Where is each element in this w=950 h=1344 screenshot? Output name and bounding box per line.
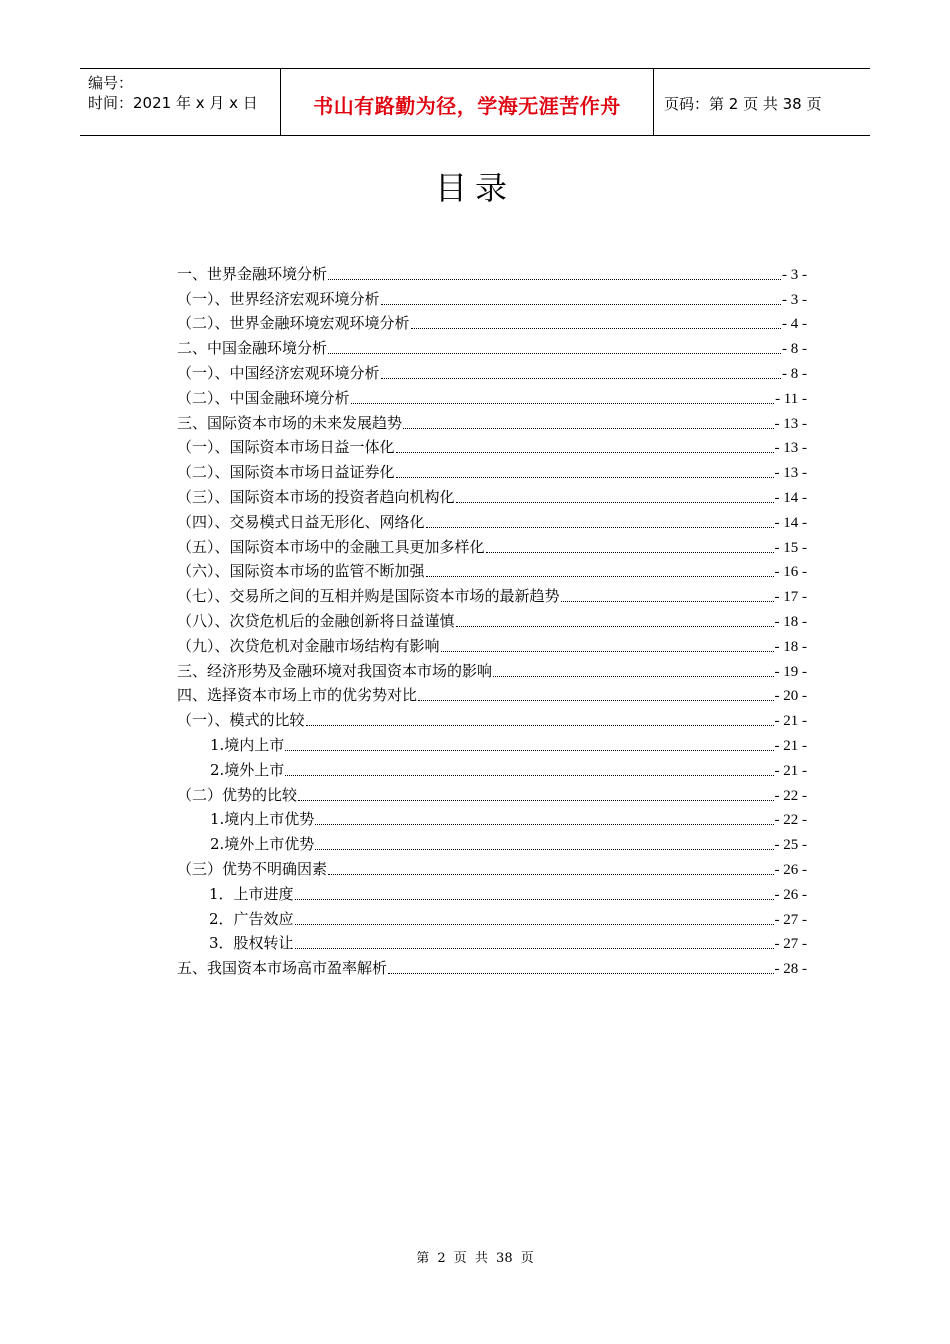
toc-entry-label: （一）、模式的比较: [177, 711, 305, 730]
number-label: 编号：: [88, 74, 134, 92]
toc-entry[interactable]: [177, 656, 807, 681]
toc-leader: [315, 848, 773, 850]
toc-entry-page: - 27 -: [774, 911, 807, 928]
toc-entry-label: 1.境内上市: [210, 735, 285, 754]
toc-entry[interactable]: [177, 358, 807, 383]
toc-entry-page: - 21 -: [774, 713, 807, 730]
toc-entry-label: （五）、国际资本市场中的金融工具更加多样化: [177, 537, 485, 556]
toc-entry-label: 2.境外上市: [210, 760, 285, 779]
toc-entry-label: 2.境外上市优势: [210, 835, 315, 854]
toc-entry-label: 二、中国金融环境分析: [177, 339, 328, 358]
time-label: 时间：2021 年 x 月 x 日: [88, 94, 258, 112]
toc-leader: [298, 799, 773, 801]
toc-entry-page: - 26 -: [774, 861, 807, 878]
toc-entry-label: 一、世界金融环境分析: [177, 264, 328, 283]
toc-entry[interactable]: [177, 532, 807, 557]
toc-leader: [306, 724, 774, 726]
toc-entry-label: （三）优势不明确因素: [177, 859, 328, 878]
toc-leader: [411, 327, 781, 329]
toc-entry-label: （一）、中国经济宏观环境分析: [177, 363, 380, 382]
toc-entry-page: - 18 -: [774, 613, 807, 630]
toc-leader: [396, 476, 774, 478]
toc-leader: [328, 352, 781, 354]
toc-leader: [426, 575, 774, 577]
toc-entry-label: 三、经济形势及金融环境对我国资本市场的影响: [177, 661, 493, 680]
toc-entry-page: - 13 -: [774, 465, 807, 482]
toc-entry-page: - 15 -: [774, 539, 807, 556]
toc-entry[interactable]: [177, 705, 807, 730]
toc-entry-page: - 3 -: [782, 266, 807, 283]
toc-entry[interactable]: [177, 953, 807, 978]
motto-text: 书山有路勤为径，学海无涯苦作舟: [313, 93, 621, 118]
toc-entry-label: 五、我国资本市场高市盈率解析: [177, 959, 388, 978]
toc-entry[interactable]: [177, 507, 807, 532]
toc-leader: [295, 947, 774, 949]
toc-leader: [285, 774, 773, 776]
toc-leader: [351, 402, 775, 404]
toc-entry-page: - 3 -: [782, 291, 807, 308]
toc-entry-label: （一）、世界经济宏观环境分析: [177, 289, 380, 308]
page-footer: 第 2 页 共 38 页: [416, 1251, 534, 1266]
toc-leader: [561, 600, 774, 602]
toc-leader: [388, 972, 773, 974]
toc-entry[interactable]: [177, 829, 807, 854]
toc-entry-label: （九）、次贷危机对金融市场结构有影响: [177, 636, 440, 655]
toc-entry[interactable]: [177, 408, 807, 433]
toc-leader: [295, 898, 774, 900]
toc-entry[interactable]: [177, 780, 807, 805]
toc-entry[interactable]: [177, 333, 807, 358]
toc-entry-label: 2．广告效应: [209, 909, 294, 928]
header-meta-cell: [80, 69, 281, 135]
toc-leader: [456, 625, 774, 627]
toc-entry-label: 三、国际资本市场的未来发展趋势: [177, 413, 403, 432]
toc-entry[interactable]: [177, 433, 807, 458]
toc-leader: [456, 501, 774, 503]
toc-leader: [396, 451, 774, 453]
toc-entry-page: - 21 -: [774, 737, 807, 754]
header-motto-cell: [281, 69, 654, 135]
toc-entry-label: （二）优势的比较: [177, 785, 298, 804]
toc-entry[interactable]: [177, 631, 807, 656]
toc-entry-page: - 14 -: [774, 514, 807, 531]
toc-entry-label: 1．上市进度: [209, 884, 294, 903]
toc-entry[interactable]: [177, 482, 807, 507]
toc-leader: [381, 377, 781, 379]
toc-entry-label: （七）、交易所之间的互相并购是国际资本市场的最新趋势: [177, 587, 560, 606]
toc-entry[interactable]: [177, 383, 807, 408]
toc-entry[interactable]: [177, 309, 807, 334]
header-page-cell: [654, 69, 870, 135]
toc-leader: [493, 675, 773, 677]
toc-entry[interactable]: [177, 557, 807, 582]
toc-entry[interactable]: [177, 904, 807, 929]
toc-entry-page: - 16 -: [774, 564, 807, 581]
toc-entry-page: - 13 -: [774, 415, 807, 432]
toc-entry-page: - 18 -: [774, 638, 807, 655]
page-info: 页码：第 2 页 共 38 页: [664, 94, 822, 113]
toc-entry[interactable]: [177, 606, 807, 631]
toc-leader: [441, 650, 774, 652]
toc-entry-page: - 11 -: [775, 390, 807, 407]
toc-entry-label: （八）、次贷危机后的金融创新将日益谨慎: [177, 611, 455, 630]
toc-entry-label: （三）、国际资本市场的投资者趋向机构化: [177, 487, 455, 506]
toc-entry[interactable]: [177, 681, 807, 706]
toc-entry[interactable]: [177, 730, 807, 755]
table-of-contents: [177, 259, 807, 978]
toc-entry-page: - 14 -: [774, 489, 807, 506]
toc-entry[interactable]: [177, 929, 807, 954]
page-header: [80, 68, 870, 136]
toc-entry-label: （二）、世界金融环境宏观环境分析: [177, 314, 410, 333]
toc-leader: [295, 923, 774, 925]
toc-leader: [328, 278, 781, 280]
toc-entry[interactable]: [177, 284, 807, 309]
toc-entry-page: - 19 -: [774, 663, 807, 680]
toc-entry[interactable]: [177, 854, 807, 879]
toc-entry[interactable]: [177, 879, 807, 904]
toc-entry-page: - 26 -: [774, 886, 807, 903]
toc-entry-label: （六）、国际资本市场的监管不断加强: [177, 562, 425, 581]
toc-entry-label: （二）、中国金融环境分析: [177, 388, 350, 407]
toc-entry-label: （一）、国际资本市场日益一体化: [177, 438, 395, 457]
toc-entry-label: 1.境内上市优势: [210, 810, 315, 829]
toc-entry-label: （四）、交易模式日益无形化、网络化: [177, 512, 425, 531]
toc-entry[interactable]: [177, 805, 807, 830]
toc-entry-page: - 27 -: [774, 936, 807, 953]
toc-entry-page: - 8 -: [782, 341, 807, 358]
toc-entry-page: - 22 -: [774, 787, 807, 804]
toc-leader: [418, 699, 773, 701]
toc-entry-page: - 20 -: [774, 688, 807, 705]
toc-leader: [315, 823, 773, 825]
toc-entry-page: - 8 -: [782, 365, 807, 382]
toc-entry[interactable]: [177, 581, 807, 606]
toc-entry-label: 四、选择资本市场上市的优劣势对比: [177, 686, 418, 705]
toc-entry-label: 3．股权转让: [209, 934, 294, 953]
toc-entry[interactable]: [177, 259, 807, 284]
page-title: 目录: [434, 169, 515, 207]
toc-leader: [381, 303, 781, 305]
toc-leader: [328, 873, 773, 875]
toc-entry-page: - 13 -: [774, 440, 807, 457]
toc-entry-label: （二）、国际资本市场日益证券化: [177, 463, 395, 482]
toc-leader: [486, 551, 774, 553]
toc-leader: [426, 526, 774, 528]
toc-entry-page: - 21 -: [774, 762, 807, 779]
toc-entry-page: - 25 -: [774, 837, 807, 854]
toc-entry-page: - 17 -: [774, 589, 807, 606]
toc-entry[interactable]: [177, 457, 807, 482]
toc-entry[interactable]: [177, 755, 807, 780]
toc-leader: [403, 427, 773, 429]
toc-entry-page: - 22 -: [774, 812, 807, 829]
toc-entry-page: - 4 -: [782, 316, 807, 333]
toc-entry-page: - 28 -: [774, 961, 807, 978]
toc-leader: [285, 749, 773, 751]
